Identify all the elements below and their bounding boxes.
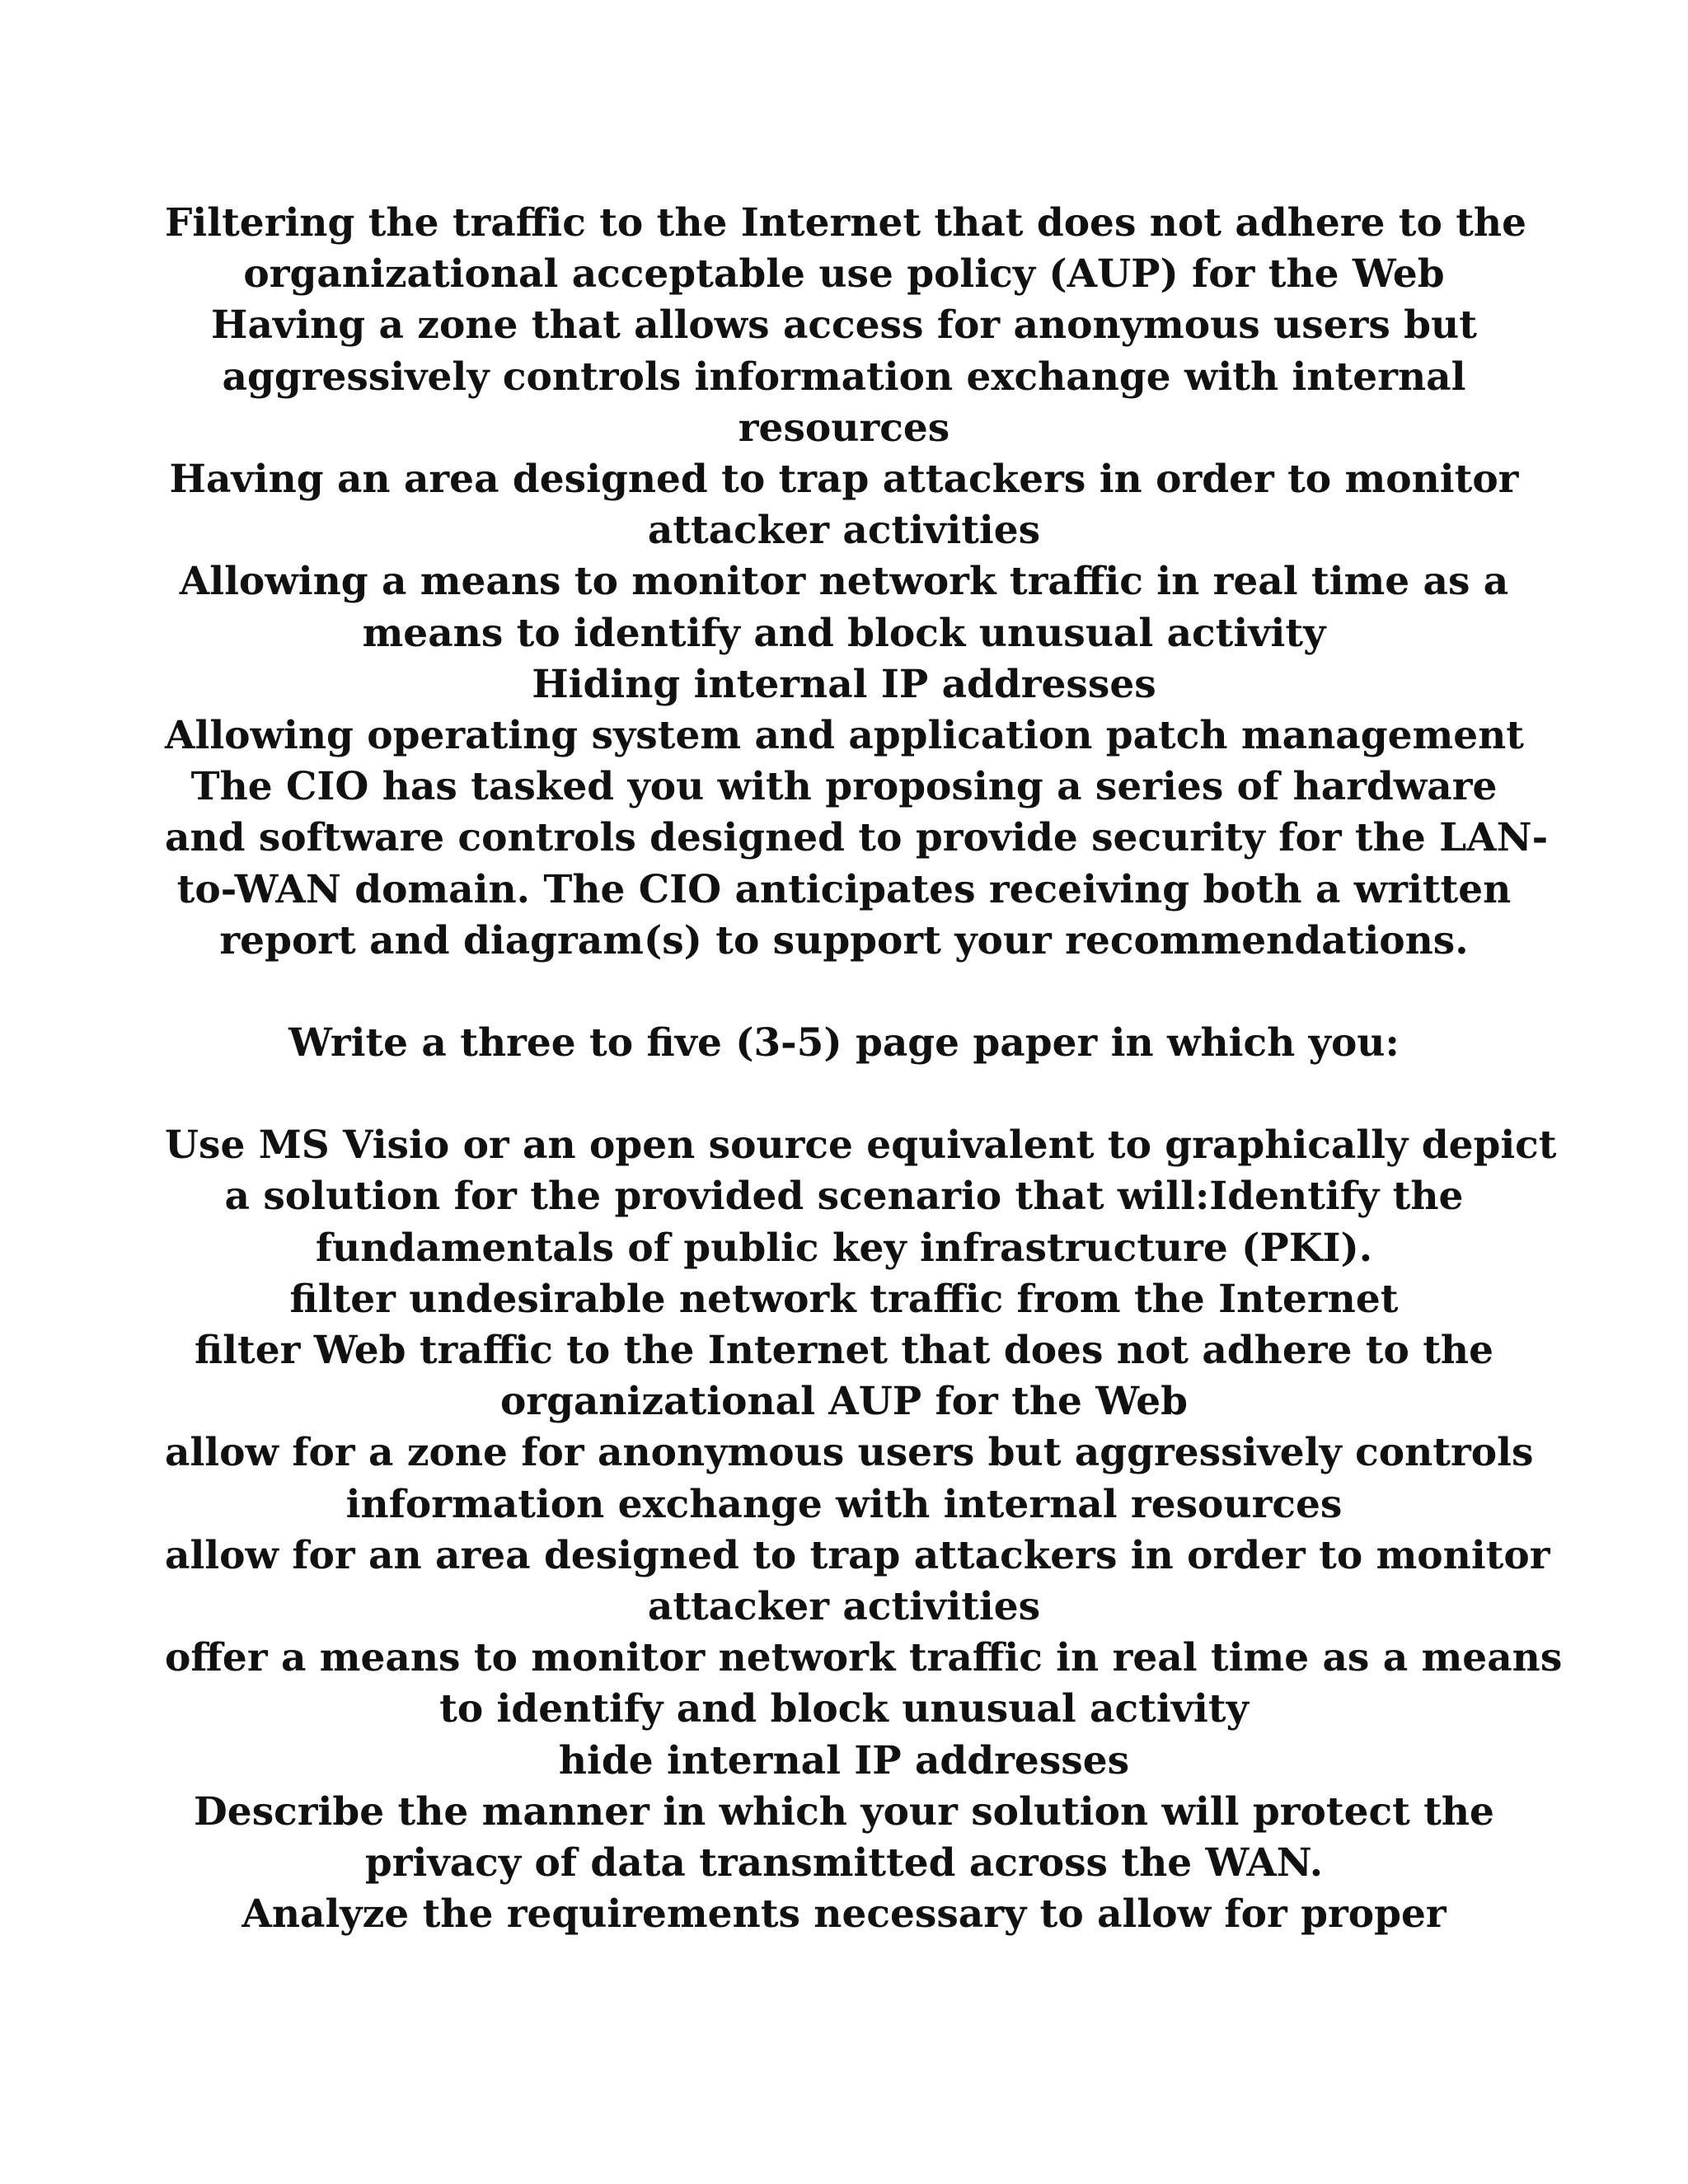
- text-line: Allowing operating system and application patch management: [165, 713, 1524, 759]
- text-line: Having an area designed to trap attackers in order to monitor: [169, 457, 1519, 503]
- text-line: attacker activities: [647, 508, 1041, 554]
- text-line: allow for a zone for anonymous users but aggressively controls: [165, 1430, 1534, 1476]
- text-line: organizational acceptable use policy (AUP) for the Web: [243, 251, 1445, 298]
- text-line: means to identify and block unusual activity: [362, 610, 1326, 656]
- instructions-section: [165, 1120, 1563, 1940]
- text-line: report and diagram(s) to support your recommendations.: [219, 917, 1469, 963]
- text-line: resources: [738, 405, 950, 451]
- paragraph-gap: [165, 1069, 1523, 1120]
- text-line: filter Web traffic to the Internet that does not adhere to the: [195, 1328, 1493, 1374]
- text-line: attacker activities: [647, 1584, 1041, 1630]
- text-line: fundamentals of public key infrastructure (PKI).: [315, 1225, 1373, 1271]
- text-line: hide internal IP addresses: [558, 1737, 1130, 1783]
- assignment-heading: Write a three to five (3-5) page paper in which you:: [288, 1020, 1400, 1066]
- text-line: offer a means to monitor network traffic in real time as a means: [165, 1635, 1563, 1681]
- text-line: aggressively controls information exchange with internal: [222, 354, 1466, 400]
- text-line: and software controls designed to provide security for the LAN-: [165, 815, 1549, 861]
- text-line: Allowing a means to monitor network traffic in real time as a: [179, 559, 1509, 605]
- text-line: Hiding internal IP addresses: [532, 661, 1156, 707]
- text-line: Having a zone that allows access for anonymous users but: [211, 302, 1477, 349]
- text-line: Use MS Visio or an open source equivalent to graphically depict: [165, 1122, 1557, 1169]
- text-line: The CIO has tasked you with proposing a series of hardware: [190, 764, 1498, 810]
- document-body: [165, 198, 1563, 1941]
- text-line: organizational AUP for the Web: [499, 1379, 1189, 1425]
- text-line: Analyze the requirements necessary to allow for proper: [241, 1891, 1447, 1938]
- text-line: privacy of data transmitted across the WAN.: [364, 1840, 1324, 1886]
- text-line: allow for an area designed to trap attackers in order to monitor: [165, 1532, 1550, 1578]
- text-line: a solution for the provided scenario that will:Identify the: [224, 1174, 1464, 1220]
- text-line: filter undesirable network traffic from the Internet: [289, 1276, 1399, 1322]
- text-line: information exchange with internal resources: [345, 1481, 1343, 1527]
- text-line: to-WAN domain. The CIO anticipates receiving both a written: [176, 866, 1512, 912]
- paragraph-gap: [165, 967, 1523, 1018]
- text-line: Describe the manner in which your solution will protect the: [194, 1788, 1494, 1835]
- text-line: Filtering the traffic to the Internet that does not adhere to the: [165, 200, 1526, 246]
- assignment-heading-section: [165, 1018, 1523, 1069]
- requirements-section: [165, 198, 1549, 967]
- text-line: to identify and block unusual activity: [439, 1686, 1249, 1732]
